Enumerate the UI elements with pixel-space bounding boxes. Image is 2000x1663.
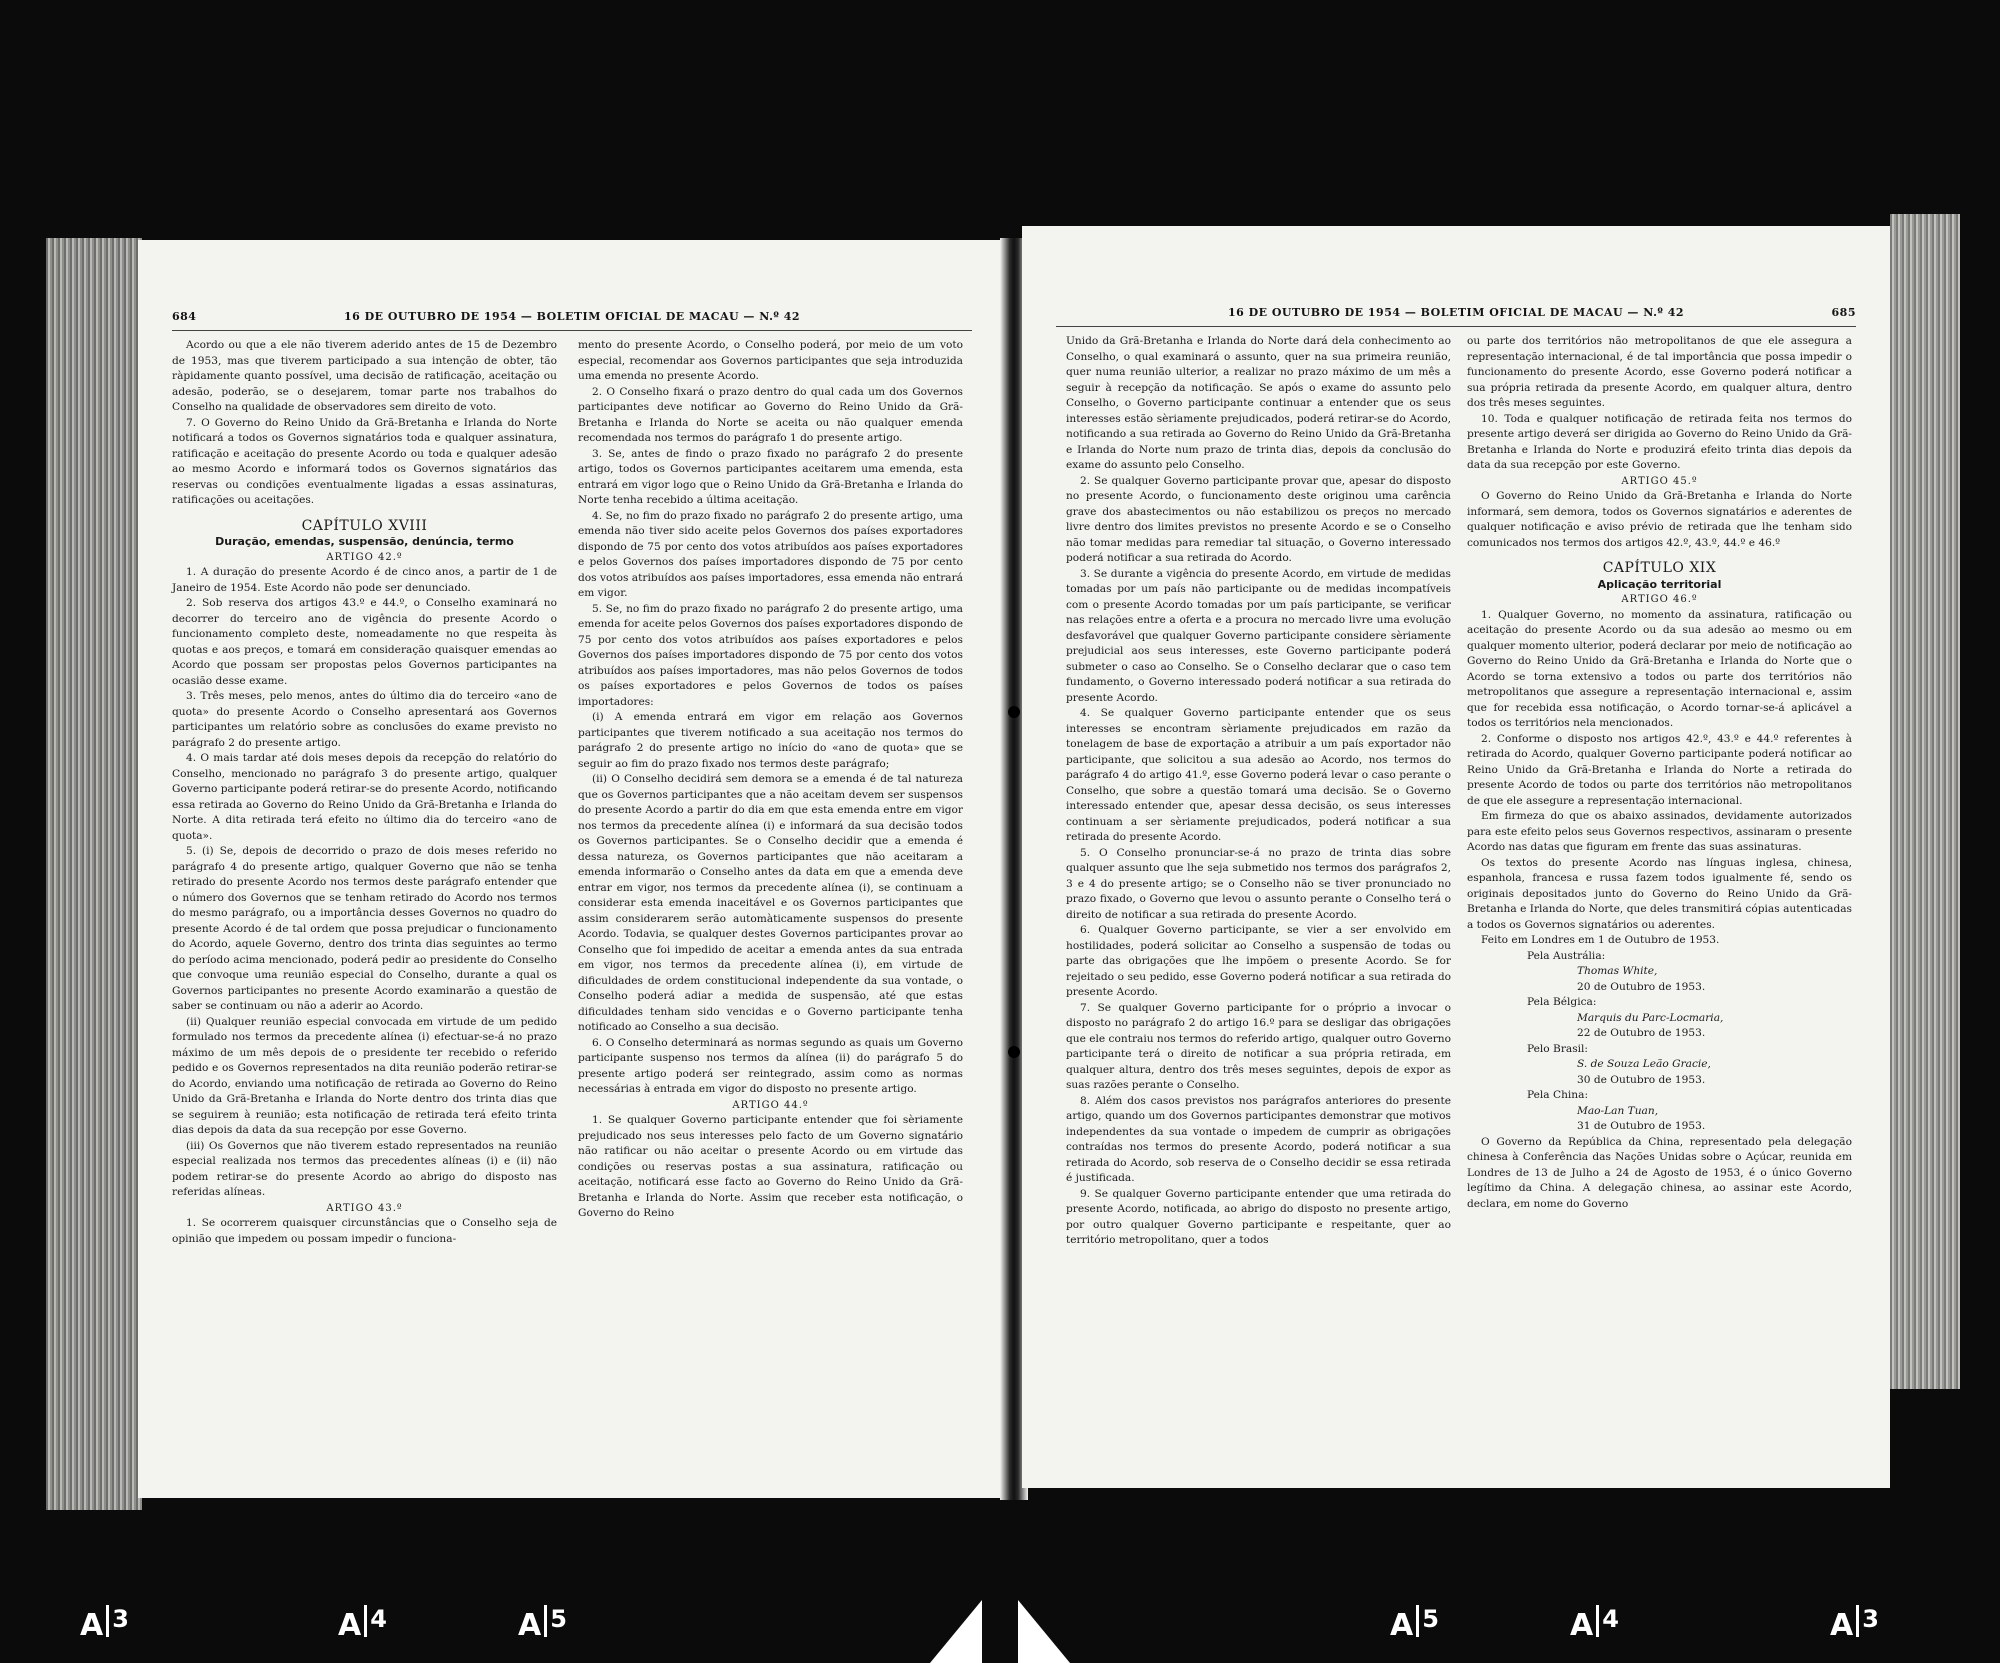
paragraph: 8. Além dos casos previstos nos parágrafos anteriores do presente artigo, quando um dos Governos participantes demonstrar que motivos independentes da sua vontade o impedem de cumprir as obrigações contraídas nos termos do presente Acordo, poderá notificar a sua retirada do Acordo, sob reserva de o Conselho decidir se essa retirada é justificada. xyxy=(1066,1094,1451,1184)
paragraph: 5. (i) Se, depois de decorrido o prazo de dois meses referido no parágrafo 4 do presente artigo, qualquer Governo que não se tenha retirado do presente Acordo nos termos deste parágrafo entender que o número dos Governos que se tenham retirado do Acordo nos termos do mesmo parágrafo, ou a importância desses Governos no quadro do presente Acordo é de tal ordem que possa prejudicar o funcionamento do Acordo, aquele Governo, dentro dos trinta dias seguintes ao termo do período acima mencionado, poderá pedir ao presidente do Conselho que convoque uma reunião especial do Conselho, durante a qual os Governos participantes no presente Acordo examinarão a questão de saber se continuam ou não a aderir ao Acordo. xyxy=(172,845,557,1012)
paragraph: 6. Qualquer Governo participante, se vier a ser envolvido em hostilidades, poderá solicitar ao Conselho a suspensão de todas ou parte das obrigações que lhe impõem o presente Acordo. Se for rejeitado o seu pedido, esse Governo poderá notificar a sua retirada do presente Acordo. xyxy=(1066,924,1451,998)
paragraph: 4. Se, no fim do prazo fixado no parágrafo 2 do presente artigo, uma emenda não tiver sido aceite pelos Governos dos países exportadores dispondo de 75 por cento dos votos atribuídos aos países exportadores e pelos Governos dos países importadores dispondo de 75 por cento dos votos atribuídos aos países importadores, essa emenda não entrará em vigor. xyxy=(578,509,963,599)
signature-line: 20 de Outubro de 1953. xyxy=(1577,980,1706,993)
signature-line: S. de Souza Leão Gracie, xyxy=(1577,1058,1711,1070)
article-heading: ARTIGO 44.º xyxy=(732,1099,809,1111)
paragraph: 3. Três meses, pelo menos, antes do último dia do terceiro «ano de quota» do presente Acordo o Conselho apresentará aos Governos participantes um relatório sobre as conclusões do exame previsto no parágrafo 2 do presente artigo. xyxy=(172,690,557,749)
paragraph: (iii) Os Governos que não tiverem estado representados na reunião especial realizada nos termos das precedentes alíneas (i) e (ii) não podem retirar-se do presente Acordo ao abrigo do disposto nas referidas alíneas. xyxy=(172,1139,557,1198)
film-arrow-right-icon xyxy=(1018,1600,1070,1663)
right-head-rule xyxy=(1056,326,1856,327)
binding-hole xyxy=(1008,706,1020,718)
film-target: A 4 xyxy=(338,1605,387,1643)
paragraph: 2. O Conselho fixará o prazo dentro do qual cada um dos Governos participantes deve notificar ao Governo do Reino Unido da Grã-Bretanha e Irlanda do Norte se aceita ou não qualquer emenda recomendada nos termos do parágrafo 1 do presente artigo. xyxy=(578,385,963,444)
paragraph: Acordo ou que a ele não tiverem aderido antes de 15 de Dezembro de 1953, mas que tiverem participado a sua intenção de obter, tão ràpidamente quanto possível, uma decisão de ratificação, aceitação ou adesão, poderão, se o desejarem, tomar parte nos trabalhos do Conselho na qualidade de observadores sem direito de voto. xyxy=(172,339,557,413)
left-running-title: 16 DE OUTUBRO DE 1954 — BOLETIM OFICIAL DE MACAU — N.º 42 xyxy=(343,310,801,323)
chapter-subtitle: Aplicação territorial xyxy=(1597,577,1722,591)
paragraph: 5. O Conselho pronunciar-se-á no prazo de trinta dias sobre qualquer assunto que lhe seja submetido nos termos dos parágrafos 2, 3 e 4 do presente artigo; se o Conselho não se tiver pronunciado no prazo fixado, o Governo que levou o assunto perante o Conselho terá o direito de notificar a sua retirada do presente Acordo. xyxy=(1066,846,1451,921)
left-running-head xyxy=(172,310,972,328)
paragraph: Unido da Grã-Bretanha e Irlanda do Norte dará dela conhecimento ao Conselho, o qual examinará o assunto, quer na sua primeira reunião, quer numa reunião ulterior, a realizar no prazo máximo de um mês a seguir à recepção da notificação. Se após o exame do assunto pelo Conselho, o Governo participante continuar a entender que os seus interesses estão sèriamente prejudicados, poderá retirar-se do Acordo, notificando a sua retirada ao Governo do Reino Unido da Grã-Bretanha e Irlanda do Norte num prazo de trinta dias, depois da conclusão do exame do assunto pelo Conselho. xyxy=(1066,335,1451,471)
article-heading: ARTIGO 43.º xyxy=(326,1202,403,1214)
signature-line: 22 de Outubro de 1953. xyxy=(1577,1027,1706,1039)
film-arrow-left-icon xyxy=(930,1600,982,1663)
left-head-rule xyxy=(172,330,972,331)
signature-line: Pela China: xyxy=(1527,1089,1589,1101)
left-column-1 xyxy=(172,338,557,1247)
paragraph: 4. Se qualquer Governo participante entender que os seus interesses se encontram sèriamente prejudicados em razão da tonelagem de base de exportação a atribuir a um país exportador não participante, que solicitou a sua adesão ao Acordo, nos termos do parágrafo 4 do artigo 41.º, esse Governo poderá levar o caso perante o Conselho, que sobre a questão tomará uma decisão. Se o Governo interessado entender que, apesar dessa decisão, os seus interesses continuam a ser sèriamente prejudicados, poderá notificar a sua retirada do presente Acordo. xyxy=(1066,707,1451,843)
paragraph: (ii) Qualquer reunião especial convocada em virtude de um pedido formulado nos termos da precedente alínea (i) efectuar-se-á no prazo máximo de um mês depois de o presidente ter recebido o referido pedido e os Governos representados na dita reunião poderão retirar-se do Acordo, enviando uma notificação de retirada ao Governo do Reino Unido da Grã-Bretanha e Irlanda do Norte dentro dos trinta dias que se seguirem à reunião; esta notificação de retirada terá efeito trinta dias depois da data da sua recepção por esse Governo. xyxy=(172,1015,557,1136)
left-column-2 xyxy=(578,338,963,1222)
paragraph: 10. Toda e qualquer notificação de retirada feita nos termos do presente artigo deverá ser dirigida ao Governo do Reino Unido da Grã-Bretanha e Irlanda do Norte e produzirá efeito trinta dias depois da data da sua recepção por este Governo. xyxy=(1467,412,1852,471)
signature-line: Mao-Lan Tuan, xyxy=(1577,1104,1659,1117)
paragraph: Em firmeza do que os abaixo assinados, devidamente autorizados para este efeito pelos seus Governos respectivos, assinaram o presente Acordo nas datas que figuram em frente das suas assinaturas. xyxy=(1467,810,1852,853)
film-target: A 4 xyxy=(1570,1605,1619,1643)
left-page-number: 684 xyxy=(172,310,197,323)
film-center-arrows xyxy=(930,1600,1070,1663)
paragraph: 1. Se qualquer Governo participante entender que foi sèriamente prejudicado nos seus interesses pelo facto de um Governo signatário não ratificar ou não aceitar o presente Acordo ou em virtude das condições ou reservas postas a sua assinatura, ratificação ou aceitação, notificará esse facto ao Governo do Reino Unido da Grã-Bretanha e Irlanda do Norte. Assim que receber esta notificação, o Governo do Reino xyxy=(578,1114,963,1219)
paragraph: O Governo do Reino Unido da Grã-Bretanha e Irlanda do Norte informará, sem demora, todos os Governos signatários e aderentes de qualquer notificação e aviso prévio de retirada que lhe tenham sido comunicados nos termos dos artigos 42.º, 43.º, 44.º e 46.º xyxy=(1467,490,1852,549)
paragraph: 4. O mais tardar até dois meses depois da recepção do relatório do Conselho, mencionado no parágrafo 3 do presente artigo, qualquer Governo participante poderá retirar-se do presente Acordo, notificando essa retirada ao Governo do Reino Unido da Grã-Bretanha e Irlanda do Norte. A dita retirada terá efeito no último dia do terceiro «ano de quota». xyxy=(172,752,557,842)
signature-line: 31 de Outubro de 1953. xyxy=(1577,1120,1706,1132)
paragraph: 5. Se, no fim do prazo fixado no parágrafo 2 do presente artigo, uma emenda for aceite pelos Governos dos países exportadores dispondo de 75 por cento dos votos atribuídos aos países exportadores e pelos Governos dos países importadores dispondo de 75 por cento dos votos atribuídos aos países importadores, mas não pelos Governos de todos os países exportadores e pelos Governos de todos os países importadores: xyxy=(578,602,963,708)
paragraph: 6. O Conselho determinará as normas segundo as quais um Governo participante suspenso nos termos da alínea (ii) do parágrafo 5 do presente artigo poderá ser reintegrado, assim como as normas necessárias à entrada em vigor do disposto no presente artigo. xyxy=(578,1036,963,1095)
film-target: A 5 xyxy=(518,1605,567,1643)
paragraph: 1. Se ocorrerem quaisquer circunstâncias que o Conselho seja de opinião que impedem ou possam impedir o funciona- xyxy=(172,1217,557,1245)
paragraph: 2. Conforme o disposto nos artigos 42.º, 43.º e 44.º referentes à retirada do Acordo, qualquer Governo participante poderá notificar ao Reino Unido da Grã-Bretanha e Irlanda do Norte a retirada do presente Acordo de todos ou parte dos territórios não metropolitanos de que ele assegure a representação internacional. xyxy=(1467,732,1852,807)
paragraph: (ii) O Conselho decidirá sem demora se a emenda é de tal natureza que os Governos participantes que a não aceitam devem ser suspensos do presente Acordo a partir do dia em que esta emenda entre em vigor nos termos da precedente alínea (i) e informará da sua decisão todos os Governos participantes. Se o Conselho decidir que a emenda é dessa natureza, os Governos participantes que não aceitaram a emenda informarão o Conselho antes da data em que a emenda deve entrar em vigor, nos termos da precedente alínea (i), se continuam a considerar esta emenda inaceitável e os Governos participantes que assim considerarem serão automàticamente suspensos do presente Acordo. Todavia, se qualquer destes Governos participantes provar ao Conselho que foi impedido de aceitar a emenda antes da sua entrada em vigor, nos termos da precedente alínea (i), em virtude de dificuldades de ordem constitucional independente da sua vontade, o Conselho poderá adiar a medida de suspensão, até que estas dificuldades tenham sido vencidas e o Governo participante tenha notificado ao Conselho a sua decisão. xyxy=(578,773,963,1033)
paragraph: 3. Se durante a vigência do presente Acordo, em virtude de medidas tomadas por um país não participante ou de medidas incompatíveis com o presente Acordo tomadas por um país participante, se verificar nas relações entre a oferta e a procura no mercado livre uma evolução desfavorável que qualquer Governo participante considere sèriamente prejudicial aos seus interesses, este Governo participante poderá submeter o caso ao Conselho. Se o Conselho declarar que o caso tem fundamento, o Governo interessado poderá notificar a sua retirada do presente Acordo. xyxy=(1066,567,1451,704)
chapter-heading: CAPÍTULO XIX xyxy=(1602,560,1717,576)
paragraph: 9. Se qualquer Governo participante entender que uma retirada do presente Acordo, notificada, ao abrigo do disposto no presente artigo, por outro qualquer Governo participante e respeitante, quer ao território metropolitano, quer a todos xyxy=(1066,1187,1451,1246)
paragraph: O Governo da República da China, representado pela delegação chinesa à Conferência das Nações Unidas sobre o Açúcar, reunida em Londres de 13 de Julho a 24 de Agosto de 1953, é o único Governo legítimo da China. A delegação chinesa, ao assinar este Acordo, declara, em nome do Governo xyxy=(1467,1135,1852,1210)
paragraph: 7. Se qualquer Governo participante for o próprio a invocar o disposto no parágrafo 2 do artigo 16.º para se desligar das obrigações que ele contraiu nos termos do referido artigo, qualquer outro Governo participante terá o direito de notificar a sua própria retirada, em qualquer altura, dentro dos três meses seguintes, depois de expor as suas razões perante o Conselho. xyxy=(1066,1001,1451,1091)
paragraph: mento do presente Acordo, o Conselho poderá, por meio de um voto especial, recomendar aos Governos participantes que seja introduzida uma emenda no presente Acordo. xyxy=(578,339,963,382)
article-heading: ARTIGO 45.º xyxy=(1621,475,1698,487)
right-column-2 xyxy=(1467,334,1852,1212)
paragraph: 7. O Governo do Reino Unido da Grã-Bretanha e Irlanda do Norte notificará a todos os Governos signatários toda e qualquer assinatura, ratificação e aceitação do presente Acordo ou toda e qualquer adesão ao mesmo Acordo e informará todos os Governos signatários das reservas ou condições eventualmente ligadas a essas assinaturas, ratificações ou aceitações. xyxy=(172,416,557,506)
signature-line: Marquis du Parc-Locmaria, xyxy=(1577,1011,1724,1024)
right-page-number: 685 xyxy=(1831,306,1856,319)
chapter-subtitle: Duração, emendas, suspensão, denúncia, termo xyxy=(215,535,514,548)
chapter-heading: CAPÍTULO XVIII xyxy=(301,517,428,534)
article-heading: ARTIGO 46.º xyxy=(1621,594,1698,605)
right-running-title: 16 DE OUTUBRO DE 1954 — BOLETIM OFICIAL DE MACAU — N.º 42 xyxy=(1227,306,1685,319)
paragraph: 3. Se, antes de findo o prazo fixado no parágrafo 2 do presente artigo, todos os Governos participantes aceitarem uma emenda, esta entrará em vigor logo que o Reino Unido da Grã-Bretanha e Irlanda do Norte tenha recebido a última aceitação. xyxy=(578,447,963,506)
paragraph: Os textos do presente Acordo nas línguas inglesa, chinesa, espanhola, francesa e russa fazem todos igualmente fé, sendo os originais depositados junto do Governo do Reino Unido da Grã-Bretanha e Irlanda do Norte, que deles transmitirá cópias autenticadas a todos os Governos signatários ou aderentes. xyxy=(1467,856,1852,931)
article-heading: ARTIGO 42.º xyxy=(326,551,403,563)
paragraph: 1. Qualquer Governo, no momento da assinatura, ratificação ou aceitação do presente Acordo ou da sua adesão ao mesmo ou em qualquer momento ulterior, poderá declarar por meio de notificação ao Governo do Reino Unido da Grã-Bretanha e Irlanda do Norte que o Acordo se torna extensivo a todos ou parte dos territórios não metropolitanos que assegure a representação internacional e, assim que for recebida essa notificação, o Acordo tornar-se-á aplicável a todos os territórios nela mencionados. xyxy=(1467,608,1852,729)
signature-line: Pela Austrália: xyxy=(1527,949,1606,962)
right-column-1 xyxy=(1066,334,1451,1249)
paragraph: (i) A emenda entrará em vigor em relação aos Governos participantes que tiverem notificado a sua aceitação nos termos do parágrafo 2 do presente artigo no início do «ano de quota» que se seguir ao fim do prazo fixado nos termos deste parágrafo; xyxy=(578,711,963,770)
film-target: A 3 xyxy=(1830,1605,1879,1643)
right-running-head xyxy=(1056,306,1856,324)
book-edge-right xyxy=(1890,214,1960,1389)
signature-line: Pelo Brasil: xyxy=(1527,1042,1589,1055)
paragraph: 1. A duração do presente Acordo é de cinco anos, a partir de 1 de Janeiro de 1954. Este Acordo não pode ser denunciado. xyxy=(172,566,557,594)
book-edge-left xyxy=(46,238,142,1510)
signature-line: 30 de Outubro de 1953. xyxy=(1577,1073,1706,1086)
left-page xyxy=(138,240,1006,1498)
paragraph: 2. Sob reserva dos artigos 43.º e 44.º, o Conselho examinará no decorrer do terceiro ano de vigência do presente Acordo o funcionamento completo deste, nomeadamente no que respeita às quotas e aos preços, e tomará em consideração quaisquer emendas ao Acordo que possam ser propostas pelos Governos participantes na ocasião desse exame. xyxy=(172,597,557,687)
paragraph: Feito em Londres em 1 de Outubro de 1953. xyxy=(1481,934,1720,946)
paragraph: 2. Se qualquer Governo participante provar que, apesar do disposto no presente Acordo, o funcionamento deste originou uma carência grave dos abastecimentos ou não estabilizou os preços no mercado livre dentro dos limites previstos no presente Acordo e se o Conselho não tomar medidas para remediar tal situação, o Governo interessado poderá notificar a sua retirada do Acordo. xyxy=(1066,474,1451,564)
signature-line: Pela Bélgica: xyxy=(1527,996,1597,1008)
signature-line: Thomas White, xyxy=(1577,965,1658,977)
paragraph: ou parte dos territórios não metropolitanos de que ele assegura a representação internacional, é de tal importância que possa impedir o funcionamento do presente Acordo, esse Governo poderá notificar a sua própria retirada da presente Acordo, em qualquer altura, dentro dos três meses seguintes. xyxy=(1467,335,1852,409)
film-target: A 3 xyxy=(80,1605,129,1643)
film-target: A 5 xyxy=(1390,1605,1439,1643)
right-page xyxy=(1022,226,1890,1488)
binding-hole xyxy=(1008,1046,1020,1058)
